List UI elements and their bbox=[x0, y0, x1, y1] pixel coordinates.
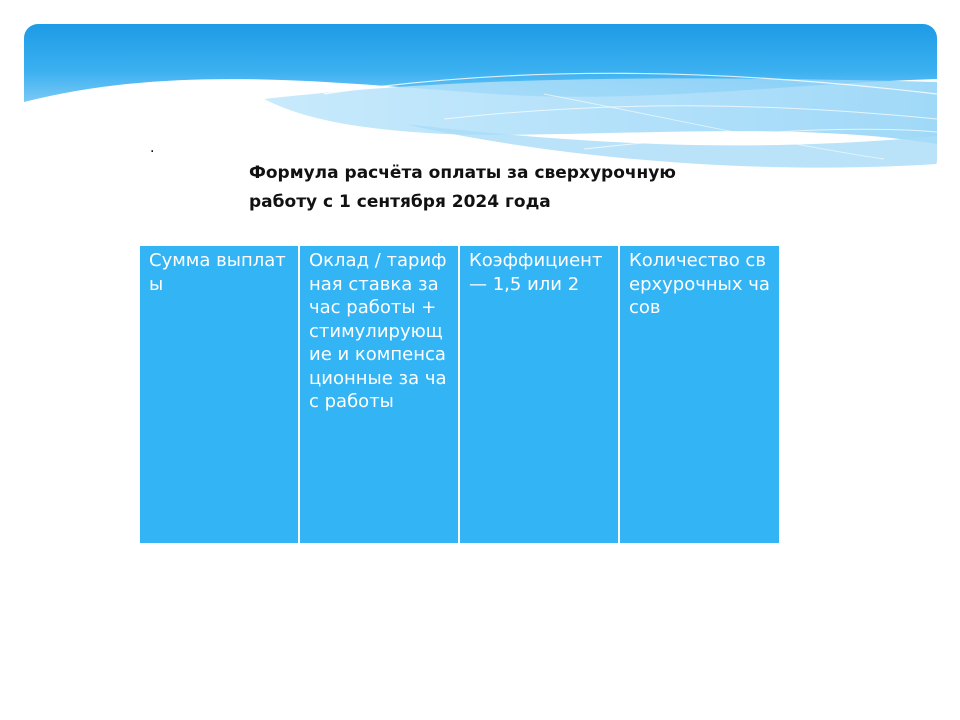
slide-title bbox=[249, 159, 719, 217]
wave-banner-decoration bbox=[24, 24, 937, 174]
cell-coefficient: Коэффициент — 1,5 или 2 bbox=[460, 246, 618, 543]
title-line-2: работу с 1 сентября 2024 года bbox=[249, 192, 551, 212]
cell-overtime-hours: Количество сверхурочных часов bbox=[620, 246, 779, 543]
bullet-dot: . bbox=[150, 140, 155, 156]
cell-payment-sum: Сумма выплаты bbox=[140, 246, 298, 543]
cell-hourly-rate: Оклад / тарифная ставка за час работы + стимулирующие и компенсационные за час работы bbox=[300, 246, 458, 543]
formula-table bbox=[140, 246, 779, 543]
title-line-1: Формула расчёта оплаты за сверхурочную bbox=[249, 163, 676, 183]
